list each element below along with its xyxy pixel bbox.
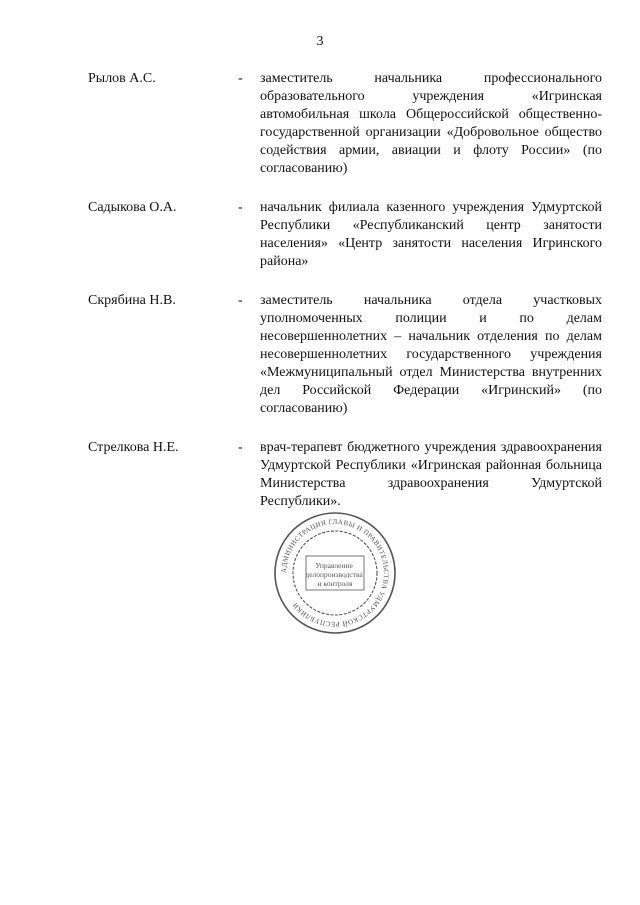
- member-role: врач-терапевт бюджетного учреждения здравоохранения Удмуртской Республики «Игринская районная больница Министерства здравоохранения Удмуртской Республики».: [260, 440, 602, 509]
- member-role: заместитель начальника профессионального образовательного учреждения «Игринская автомобильная школа Общероссийской общественно-государственной организации «Добровольное общество содействия армии, авиации и флоту России» (по согласованию): [260, 71, 602, 176]
- member-role: начальник филиала казенного учреждения Удмуртской Республики «Республиканский центр занятости населения» «Центр занятости населения Игринского района»: [260, 200, 602, 269]
- member-row: [88, 292, 604, 418]
- member-list: [88, 70, 604, 532]
- member-name: Скрябина Н.В.: [88, 293, 176, 308]
- member-name: Стрелкова Н.Е.: [88, 440, 179, 455]
- member-role: заместитель начальника отдела участковых уполномоченных полиции и по делам несовершеннолетних – начальник отделения по делам несовершеннолетних государственного учреждения «Межмуниципальный отдел Министерства внутренних дел Российской Федерации «Игринский» (по согласованию): [260, 293, 602, 416]
- official-stamp: [272, 510, 398, 636]
- member-dash: -: [238, 200, 243, 215]
- member-name: Садыкова О.А.: [88, 200, 177, 215]
- stamp-graphic: [272, 510, 398, 636]
- stamp-ring-text: АДМИНИСТРАЦИЯ ГЛАВЫ И ПРАВИТЕЛЬСТВА УДМУРТСКОЙ РЕСПУБЛИКИ: [279, 517, 391, 629]
- page-number: 3: [316, 34, 324, 49]
- member-dash: -: [238, 440, 243, 455]
- member-dash: -: [238, 293, 243, 308]
- member-row: [88, 70, 604, 178]
- member-row: [88, 199, 604, 271]
- member-row: [88, 439, 604, 511]
- stamp-inner-text: Управление делопроизводства и контроля: [305, 561, 363, 588]
- member-name: Рылов А.С.: [88, 71, 156, 86]
- member-dash: -: [238, 71, 243, 86]
